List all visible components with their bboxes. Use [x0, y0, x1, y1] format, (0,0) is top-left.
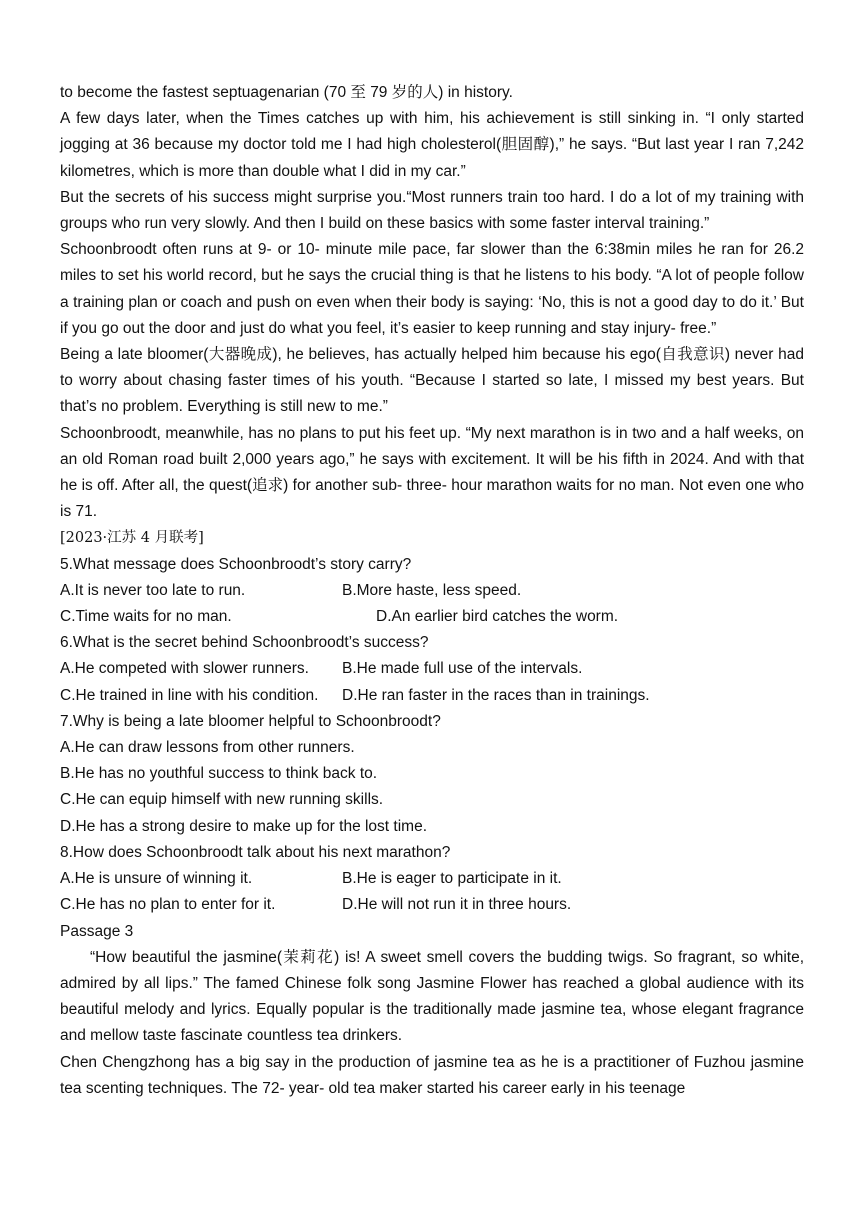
option-b: B.He has no youthful success to think back to.	[60, 765, 378, 783]
option-c: C.He has no plan to enter for it.	[60, 896, 276, 914]
passage3-paragraph: “How beautiful the jasmine(茉莉花) is! A sweet smell covers the budding twigs. So fragrant, so white, admired by all lips.” The famed Chinese folk song Jasmine Flower has reached a global audience with its beautiful melody and lyrics. Equally popular is the traditionally made jasmine tea, whose elegant fragrance and mellow taste fascinate countless tea drinkers.	[60, 948, 804, 1045]
option-c: C.Time waits for no man.	[60, 608, 232, 626]
option-row	[60, 656, 804, 682]
option-d: D.An earlier bird catches the worm.	[376, 608, 619, 626]
passage2-paragraph: A few days later, when the Times catches up with him, his achievement is still sinking in. “I only started jogging at 36 because my doctor told me I had high cholesterol(胆固醇),” he says. “But last year I ran 7,242 kilometres, which is more than double what I did in my car.”	[60, 110, 804, 180]
option-d: D.He will not run it in three hours.	[342, 896, 572, 914]
document-page	[60, 80, 804, 1102]
question-stem: 7.Why is being a late bloomer helpful to Schoonbroodt?	[60, 712, 441, 730]
option-b: B.More haste, less speed.	[342, 581, 522, 599]
question-7	[60, 709, 804, 840]
option-a: A.It is never too late to run.	[60, 581, 246, 599]
option-row	[60, 604, 804, 630]
passage2-paragraph: But the secrets of his success might surprise you.“Most runners train too hard. I do a lot of my training with groups who run very slowly. And then I build on these basics with some faster interval training.”	[60, 188, 804, 233]
passage3-paragraph: Chen Chengzhong has a big say in the production of jasmine tea as he is a practitioner of Fuzhou jasmine tea scenting techniques. The 72‐ year‐ old tea maker started his career early in his teenage	[60, 1053, 804, 1097]
option-a: A.He can draw lessons from other runners.	[60, 739, 355, 757]
passage2-paragraph: to become the fastest septuagenarian (70 至 79 岁的人) in history.	[60, 84, 513, 101]
option-a: A.He is unsure of winning it.	[60, 870, 253, 888]
question-5	[60, 552, 804, 631]
question-6	[60, 630, 804, 709]
option-row	[60, 866, 804, 892]
question-8	[60, 840, 804, 919]
question-stem: 6.What is the secret behind Schoonbroodt’s success?	[60, 634, 429, 652]
passage2-paragraph: Schoonbroodt, meanwhile, has no plans to put his feet up. “My next marathon is in two and a half weeks, on an old Roman road built 2,000 years ago,” he says with excitement. It will be his fifth in 2024. And with that he is off. After all, the quest(追求) for another sub‐ three‐ hour marathon waits for no man. Not even one who is 71.	[60, 424, 804, 521]
option-row	[60, 683, 804, 709]
option-c: C.He can equip himself with new running skills.	[60, 791, 384, 809]
option-row	[60, 578, 804, 604]
option-a: A.He competed with slower runners.	[60, 660, 309, 678]
passage2-paragraph: Being a late bloomer(大器晚成), he believes, has actually helped him because his ego(自我意识) never had to worry about chasing faster times of his youth. “Because I started so late, I missed my best years. But that’s no problem. Everything is still new to me.”	[60, 346, 804, 416]
passage-heading: Passage 3	[60, 922, 134, 940]
source-note: [2023·江苏 4 月联考]	[60, 530, 204, 547]
option-row	[60, 892, 804, 918]
option-c: C.He trained in line with his condition.	[60, 686, 319, 704]
option-d: D.He ran faster in the races than in trainings.	[342, 686, 650, 704]
option-d: D.He has a strong desire to make up for the lost time.	[60, 817, 428, 835]
option-b: B.He made full use of the intervals.	[342, 660, 583, 678]
option-b: B.He is eager to participate in it.	[342, 870, 562, 888]
question-stem: 8.How does Schoonbroodt talk about his next marathon?	[60, 843, 451, 861]
passage2-paragraph: Schoonbroodt often runs at 9‐ or 10‐ minute mile pace, far slower than the 6:38min miles he ran for 26.2 miles to set his world record, but he says the crucial thing is that he listens to his body. “A lot of people follow a training plan or coach and push on even when their body is saying: ‘No, this is not a good day to do it.’ But if you go out the door and just do what you feel, it’s easier to keep running and stay injury‐ free.”	[60, 241, 804, 337]
question-stem: 5.What message does Schoonbroodt’s story carry?	[60, 555, 412, 573]
